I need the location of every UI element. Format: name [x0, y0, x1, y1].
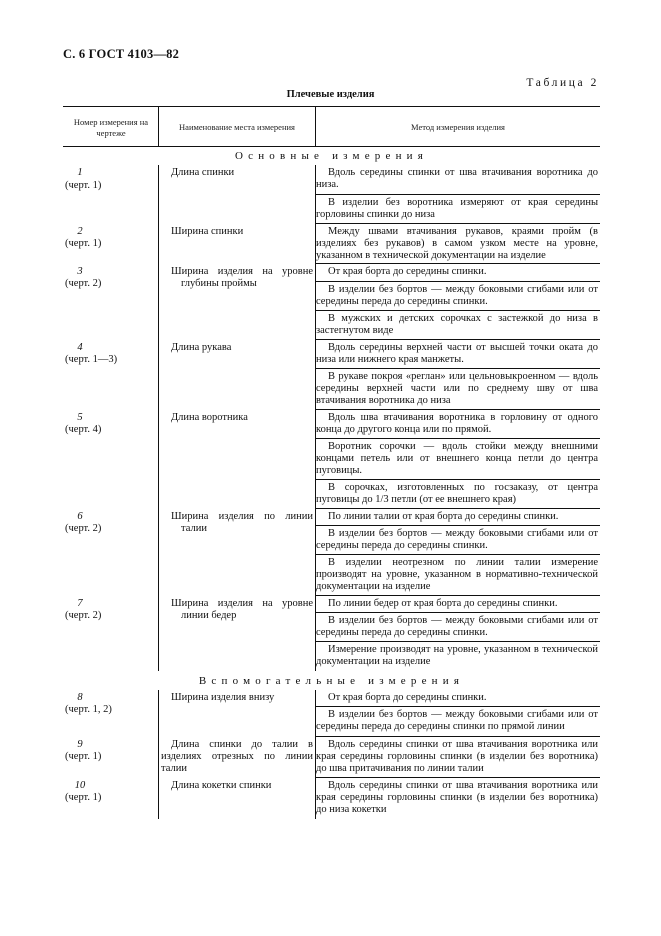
body-divider-1b: [158, 690, 159, 819]
row-3-method-2: В изделии без бортов — между боковыми сгибами или от середины переда до середины спинки.: [316, 284, 598, 307]
row-8-method-1: От края борта до середины спинки.: [328, 692, 487, 703]
table-title: Плечевые изделия: [286, 89, 375, 100]
row-9-place: Длина спинки до талии в изделиях отрезных по линии талии: [161, 739, 313, 774]
method-separator: [316, 777, 600, 778]
row-7-method-1: По линии бедер от края борта до середины спинки.: [328, 598, 558, 609]
table-top-rule: [63, 106, 600, 107]
row-10-method-1: Вдоль середины спинки от шва втачивания воротника или края середины горловины спинки (в изделии без воротника) до низа кокетки: [316, 780, 598, 815]
row-7-method-3: Измерение производят на уровне, указанном в технической документации на изделие: [316, 644, 598, 667]
method-separator: [316, 438, 600, 439]
method-separator: [316, 706, 600, 707]
method-separator: [316, 409, 600, 410]
row-3-place: Ширина изделия на уровне глубины проймы: [171, 266, 313, 289]
row-4-place: Длина рукава: [171, 342, 232, 353]
row-10-drawing: (черт. 1): [65, 792, 102, 803]
row-5-method-1: Вдоль шва втачивания воротника в горловину от одного конца до другого конца или по прямой.: [316, 412, 598, 435]
row-3-number: 3: [77, 266, 83, 277]
row-4-drawing: (черт. 1—3): [65, 354, 118, 365]
method-separator: [316, 641, 600, 642]
row-1-place: Длина спинки: [171, 167, 235, 178]
row-1-method-2: В изделии без воротника измеряют от края середины горловины спинки до низа: [316, 197, 598, 220]
method-separator: [316, 554, 600, 555]
row-6-method-1: По линии талии от края борта до середины спинки.: [328, 511, 559, 522]
row-6-place: Ширина изделия по линии талии: [171, 511, 313, 534]
section-title-main: Основные измерения: [234, 150, 429, 162]
row-5-method-3: В сорочках, изготовленных по госзаказу, от центра пуговицы до 1/3 петли (от ее внешнего края): [316, 482, 598, 505]
row-10-number: 10: [74, 780, 86, 791]
row-8-method-2: В изделии без бортов — между боковыми сгибами или от середины переда до середины спинки по прямой линии: [316, 709, 598, 732]
row-7-place: Ширина изделия на уровне линии бедер: [171, 598, 313, 621]
row-1-drawing: (черт. 1): [65, 180, 102, 191]
table-header-rule: [63, 146, 600, 147]
row-1-method-1: Вдоль середины спинки от шва втачивания воротника до низа.: [316, 167, 598, 190]
row-6-method-2: В изделии без бортов — между боковыми сгибами или от середины переда до середины спинки.: [316, 528, 598, 551]
method-separator: [316, 612, 600, 613]
row-1-number: 1: [77, 167, 83, 178]
row-7-number: 7: [77, 598, 83, 609]
row-5-place: Длина воротника: [171, 412, 248, 423]
row-6-drawing: (черт. 2): [65, 523, 102, 534]
row-6-number: 6: [77, 511, 83, 522]
row-9-number: 9: [77, 739, 83, 750]
method-separator: [316, 281, 600, 282]
method-separator: [316, 310, 600, 311]
row-9-drawing: (черт. 1): [65, 751, 102, 762]
method-separator: [316, 479, 600, 480]
method-separator: [316, 508, 600, 509]
method-separator: [316, 339, 600, 340]
row-7-drawing: (черт. 2): [65, 610, 102, 621]
header-divider-2: [315, 106, 316, 146]
row-9-method-1: Вдоль середины спинки от шва втачивания воротника или края середины горловины спинки (в изделии без воротника) до шва притачивания по линии талии: [316, 739, 598, 774]
row-8-drawing: (черт. 1, 2): [65, 704, 112, 715]
row-3-drawing: (черт. 2): [65, 278, 102, 289]
row-2-method-1: Между швами втачивания рукавов, краями пройм (в изделиях без рукавов) в самом узком месте на уровне, указанном в технической документации на изделие: [316, 226, 598, 261]
method-separator: [316, 368, 600, 369]
column-header-place: Наименование места измерения: [179, 122, 295, 132]
row-3-method-1: От края борта до середины спинки.: [328, 266, 487, 277]
row-8-number: 8: [77, 692, 83, 703]
method-separator: [316, 194, 600, 195]
row-2-number: 2: [77, 226, 83, 237]
row-5-number: 5: [77, 412, 83, 423]
row-4-method-2: В рукаве покроя «реглан» или цельновыкроенном — вдоль середины верхней части или по среднему шву от шва втачивания воротника до низа: [316, 371, 598, 406]
page-header: С. 6 ГОСТ 4103—82: [63, 47, 180, 61]
method-separator: [316, 263, 600, 264]
table-number: Таблица 2: [526, 77, 599, 89]
method-separator: [316, 595, 600, 596]
method-separator: [316, 223, 600, 224]
row-5-method-2: Воротник сорочки — вдоль стойки между внешними концами петель или от внешнего конца петли до центра пуговицы.: [316, 441, 598, 476]
row-8-place: Ширина изделия внизу: [171, 692, 275, 703]
row-6-method-3: В изделии неотрезном по линии талии измерение производят на уровне, указанном в нормативно-технической документации на изделие: [316, 557, 598, 592]
section-title-aux: Вспомогательные измерения: [198, 675, 465, 687]
method-separator: [316, 736, 600, 737]
row-3-method-3: В мужских и детских сорочках с застежкой до низа в застегнутом виде: [316, 313, 598, 336]
row-7-method-2: В изделии без бортов — между боковыми сгибами или от середины переда до середины спинки.: [316, 615, 598, 638]
row-4-method-1: Вдоль середины верхней части от высшей точки оката до низа или нижнего края манжеты.: [316, 342, 598, 365]
method-separator: [316, 525, 600, 526]
header-divider-1: [158, 106, 159, 146]
row-2-place: Ширина спинки: [171, 226, 244, 237]
column-header-number: Номер измерения на чертеже: [73, 117, 149, 138]
row-4-number: 4: [77, 342, 83, 353]
column-header-method: Метод измерения изделия: [411, 122, 505, 132]
row-2-drawing: (черт. 1): [65, 238, 102, 249]
row-10-place: Длина кокетки спинки: [171, 780, 272, 791]
row-5-drawing: (черт. 4): [65, 424, 102, 435]
